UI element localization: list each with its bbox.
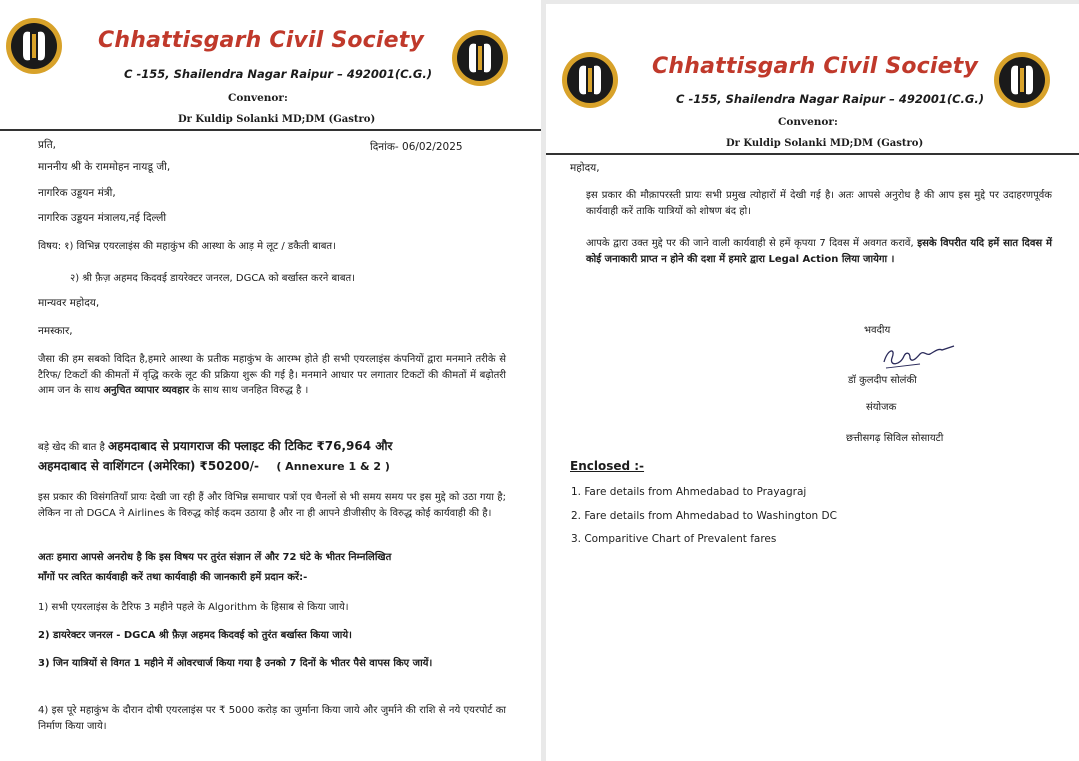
signer-name: डॉ कुलदीप सोलंकी <box>848 375 917 386</box>
recipient-ministry: नागरिक उड्डयन मंत्रालय,नई दिल्ली <box>38 212 167 224</box>
closing: भवदीय <box>864 325 891 336</box>
demand-item-4: 4) इस पूरे महाकुंभ के दौरान दोषी एयरलाइंस पर ₹ 5000 करोड़ का जुर्माना किया जाये और जुर्माने की राशि से नये एयरपोर्ट का निर्माण किया जाये। <box>38 705 506 732</box>
paragraph-2 <box>586 236 1052 267</box>
paragraph-2-text: आपके द्वारा उक्त मुद्दे पर की जाने वाली कार्यवाही से हमें कृपया 7 दिवस में अवगत करावें, <box>586 238 914 249</box>
signer-title: संयोजक <box>866 402 897 413</box>
salutation: महोदय, <box>570 162 600 174</box>
recipient-designation: नागरिक उड्डयन मंत्री, <box>38 187 116 199</box>
enclosed-label: Enclosed :- <box>570 459 645 473</box>
demand-item-1: 1) सभी एयरलाइंस के टैरिफ 3 महीने पहले के Algorithm के हिसाब से किया जाये। <box>38 602 349 613</box>
signature-text <box>880 342 884 343</box>
signature <box>880 342 958 372</box>
subject-line-2: २) श्री फ़ैज़ अहमद किदवई डायरेक्टर जनरल, DGCA को बर्खास्त करने बाबत। <box>70 273 356 284</box>
demand-item-2: 2) डायरेक्टर जनरल - DGCA श्री फ़ैज़ अहमद किदवई को तुरंत बर्खास्त किया जाये। <box>38 630 352 641</box>
request-line-2: माँगों पर त्वरित कार्यवाही करें तथा कार्यवाही की जानकारी हमें प्रदान करें:- <box>38 572 308 583</box>
convenor-label: Convenor: <box>228 92 288 104</box>
subject-line-1: विषय: १) विभिन्न एयरलाइंस की महाकुंभ की आस्था के आड़ मे लूट / डकैती बाबत। <box>38 241 336 252</box>
organization-address: C -155, Shailendra Nagar Raipur – 492001(C.G.) <box>124 67 432 81</box>
greeting: नमस्कार, <box>38 325 73 337</box>
demand-item-3: 3) जिन यात्रियों से विगत 1 महीने में ओवरचार्ज किया गया है उनको 7 दिनों के भीतर पैसे वापस किए जायें। <box>38 658 433 669</box>
organization-address: C -155, Shailendra Nagar Raipur – 492001(C.G.) <box>676 92 984 106</box>
fare-intro <box>38 439 392 455</box>
enclosure-item-2: 2. Fare details from Ahmedabad to Washington DC <box>571 510 837 522</box>
paragraph-1 <box>38 352 506 399</box>
enclosure-item-1: 1. Fare details from Ahmedabad to Prayagraj <box>571 486 807 498</box>
fare-intro-text: बड़े खेद की बात है <box>38 442 105 453</box>
letter-date: दिनांक- 06/02/2025 <box>370 141 463 153</box>
to-label: प्रति, <box>38 139 57 151</box>
annexure-reference: ( Annexure 1 & 2 ) <box>276 460 390 473</box>
organization-title: Chhattisgarh Civil Society <box>98 28 425 53</box>
convenor-label: Convenor: <box>778 116 838 128</box>
convenor-name: Dr Kuldip Solanki MD;DM (Gastro) <box>178 114 376 125</box>
header-divider <box>0 129 541 131</box>
convenor-name: Dr Kuldip Solanki MD;DM (Gastro) <box>726 138 924 149</box>
paragraph-1-text: जैसा की हम सबको विदित है,हमारे आस्था के प्रतीक महाकुंभ के आरम्भ होते ही सभी एयरलाइंस कंपनियों द्वारा मनमाने तरीके से टैरिफ/ टिकटों की कीमतों में वृद्धि करके लूट की प्रक्रिया शुरू की गई है। मनमाने आधार पर लगातार टिकटों की कीमतों में बढ़ोतरी आम जन के साथ <box>38 354 506 396</box>
society-emblem-icon <box>992 50 1052 110</box>
fare-highlight-1: अहमदाबाद से प्रयागराज की फ्लाइट की टिकिट ₹76,964 और <box>108 439 393 453</box>
fare-line-2 <box>38 459 390 474</box>
fare-highlight-2: अहमदाबाद से वाशिंगटन (अमेरिका) ₹50200/- <box>38 459 259 473</box>
society-emblem-icon <box>450 28 510 88</box>
society-emblem-icon <box>560 50 620 110</box>
paragraph-2: इस प्रकार की विसंगतियाँ प्रायः देखी जा रही हैं और विभिन्न समाचार पत्रों एव चैनलों से भी समय समय पर इस मुद्दे को उठा गया है; लेकिन ना तो DGCA ने Airlines के विरुद्ध कोई कदम उठाया है और ना ही आपने डीजीसीए के विरुद्ध कोई कार्यवाही की है। <box>38 492 506 519</box>
signature-scribble-icon <box>880 342 958 372</box>
paragraph-1: इस प्रकार की मौक़ापरस्ती प्रायः सभी प्रमुख त्योहारों में देखी गई है। अतः आपसे अनुरोध है की आप इस मुद्दे पर उदाहरणपूर्वक कार्यवाही करें ताकि यात्रियों को शोषण बंद हो। <box>586 190 1052 217</box>
paragraph-1-end: के साथ साथ जनहित विरुद्ध है । <box>192 385 309 396</box>
header-divider <box>546 153 1079 155</box>
signer-organization: छत्तीसगढ़ सिविल सोसायटी <box>846 433 944 444</box>
request-line-1: अतः हमारा आपसे अनरोध है कि इस विषय पर तुरंत संज्ञान लें और 72 घंटे के भीतर निम्नलिखित <box>38 552 392 563</box>
paragraph-2-bold: इसके विपरीत यदि हमें सात दिवस में कोई जनाकारी प्राप्त न होने की दशा में हमारे द्वारा Legal Action लिया जायेगा । <box>586 238 1052 265</box>
paragraph-1-bold: अनुचित व्यापार व्यवहार <box>103 385 190 396</box>
letter-page-2 <box>546 4 1079 761</box>
organization-title: Chhattisgarh Civil Society <box>652 54 979 79</box>
society-emblem-icon <box>4 16 64 76</box>
enclosure-item-3: 3. Comparitive Chart of Prevalent fares <box>571 533 777 545</box>
recipient-name: माननीय श्री के राममोहन नायडू जी, <box>38 161 171 173</box>
salutation: मान्यवर महोदय, <box>38 297 100 309</box>
